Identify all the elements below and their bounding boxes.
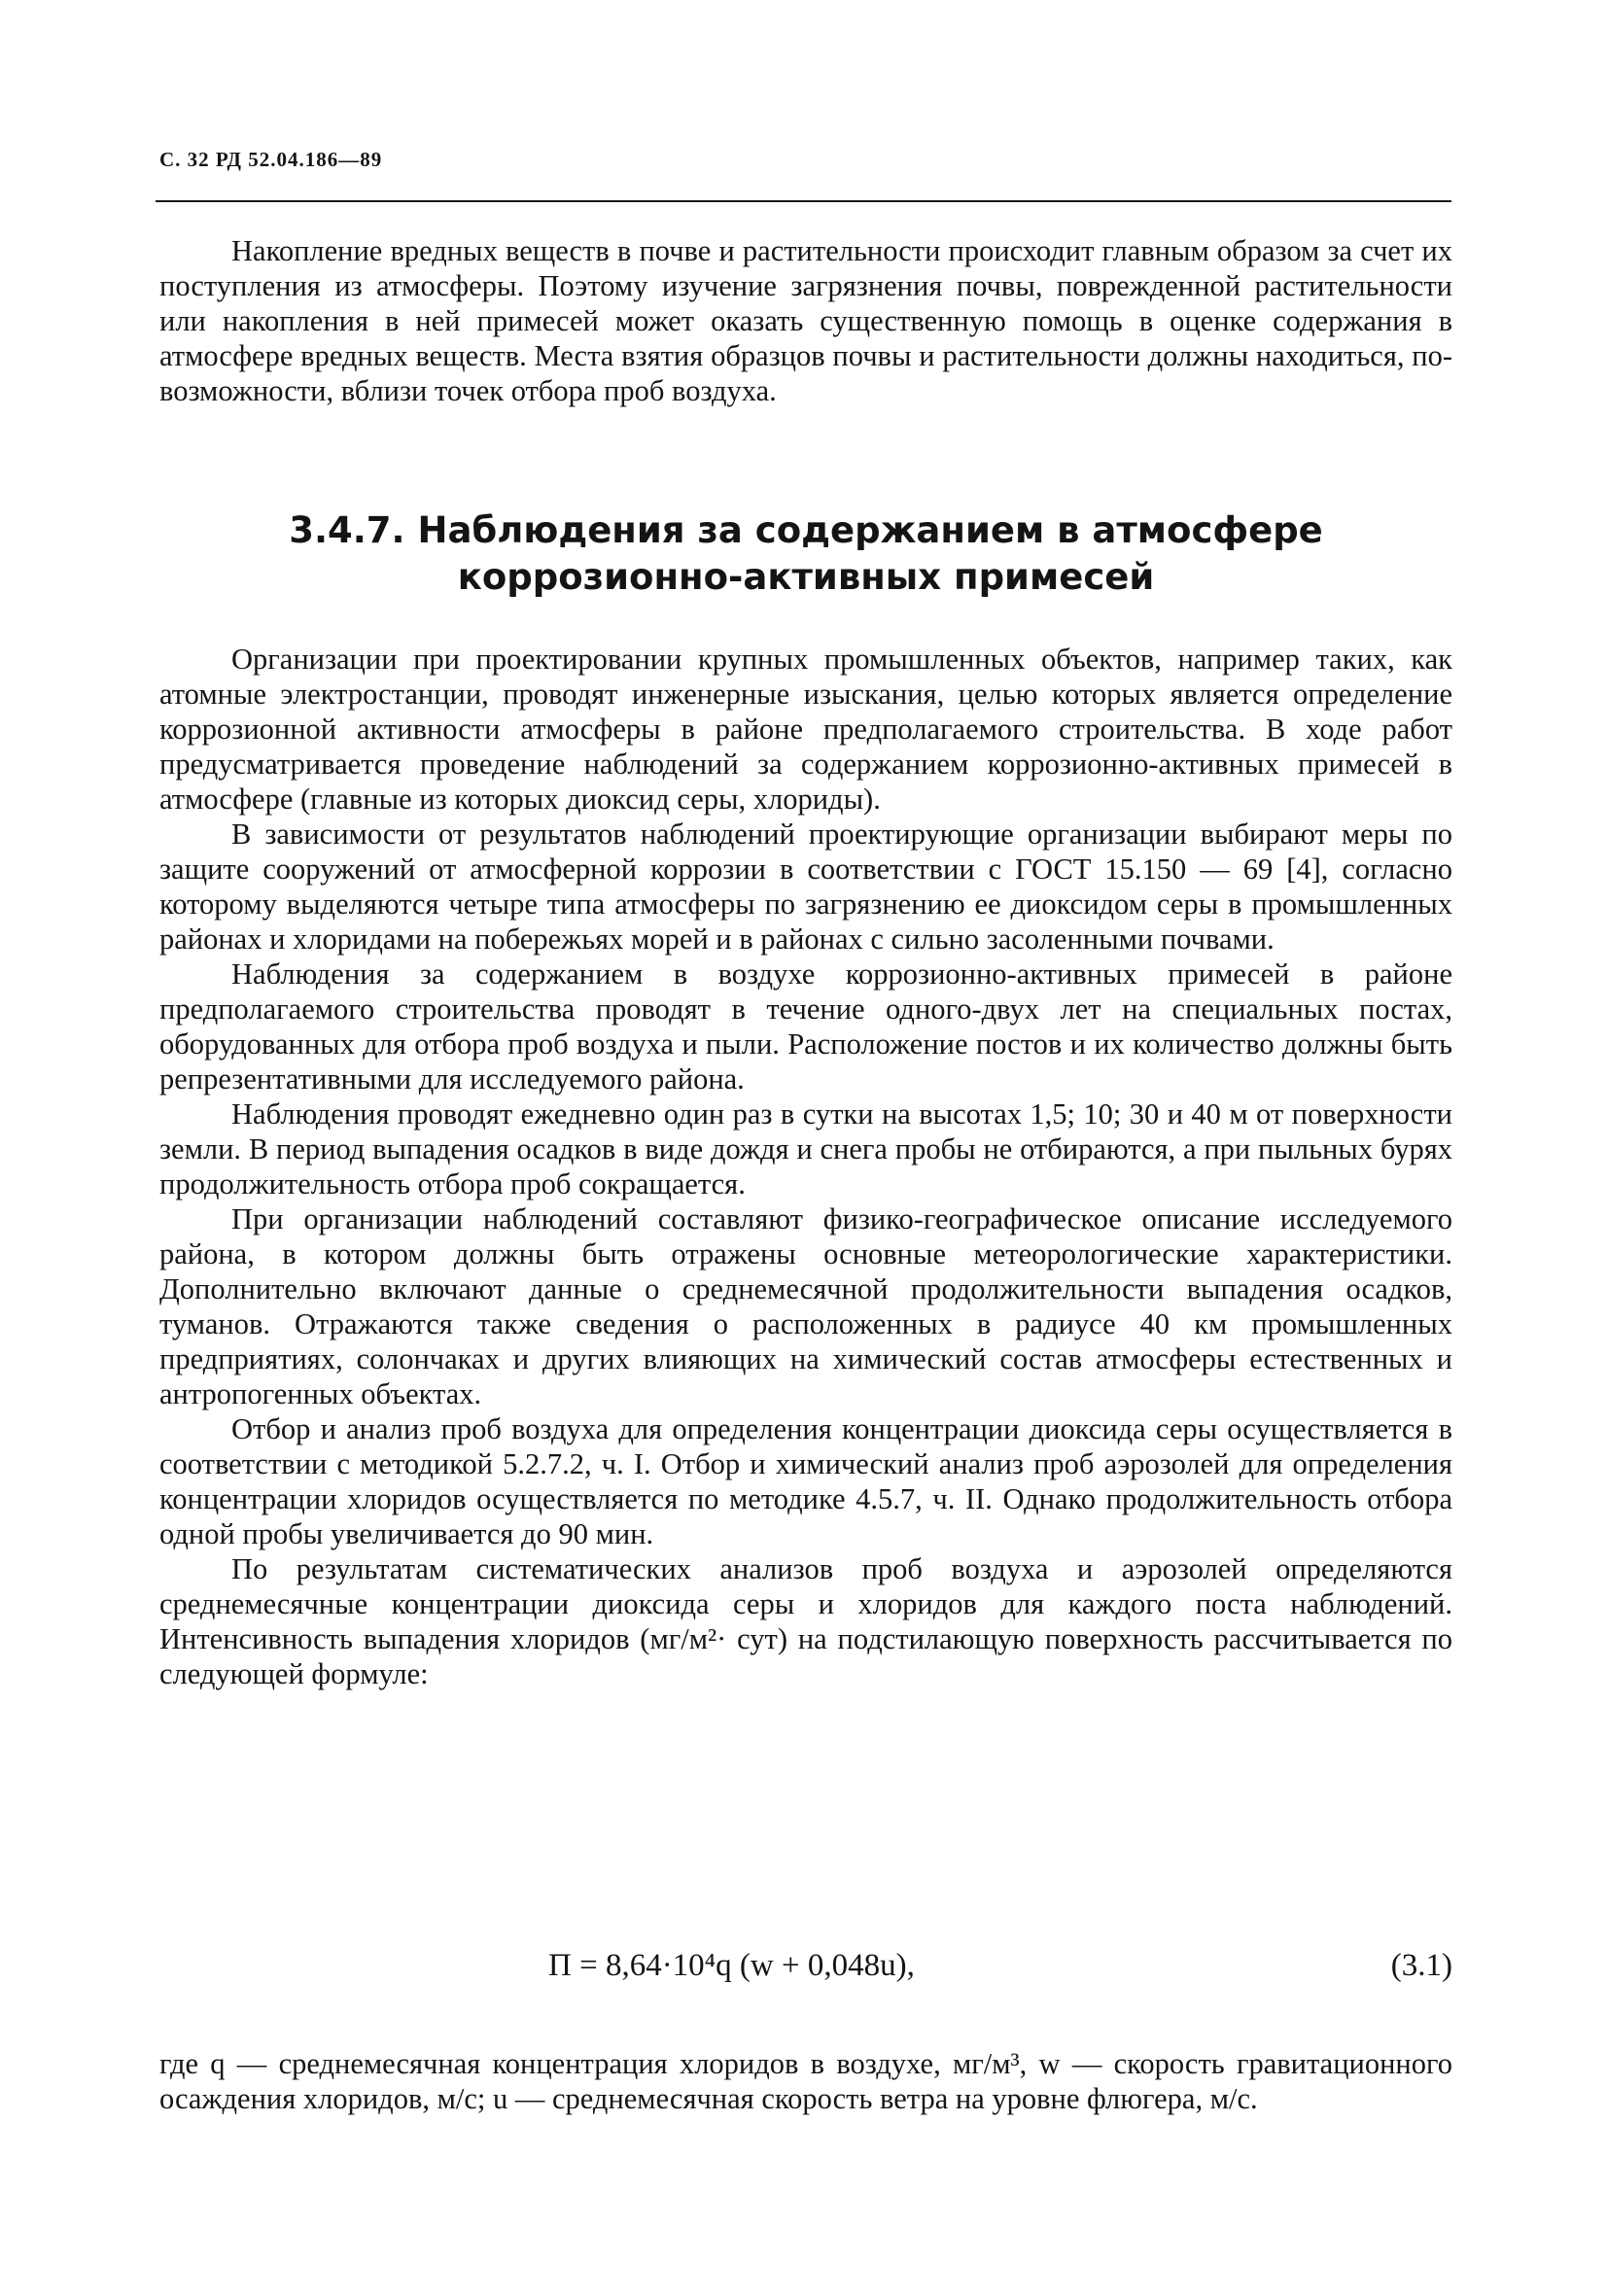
paragraph: В зависимости от результатов наблюдений проектирующие организации выбирают меры по защите сооружений от атмосферной коррозии в соответствии с ГОСТ 15.150 — 69 [4], согласно которому выделяются четыре типа атмосферы по загрязнению ее диоксидом серы в промышленных районах и хлоридами на побережьях морей и в районах с сильно засоленными почвами. [159, 818, 1452, 956]
section-heading [159, 507, 1452, 601]
paragraph: При организации наблюдений составляют физико-географическое описание исследуемого района, в котором должны быть отражены основные метеорологические характеристики. Дополнительно включают данные о среднемесячной продолжительности выпадения осадков, туманов. Отражаются также сведения о расположенных в радиусе 40 км промышленных предприятиях, солончаках и других влияющих на химический состав атмосферы естественных и антропогенных объектах. [159, 1202, 1452, 1410]
paragraph: Накопление вредных веществ в почве и растительности происходит главным образом за счет их поступления из атмосферы. Поэтому изучение загрязнения почвы, поврежденной растительности или накопления в ней примесей может оказать существенную помощь в оценке содержания в атмосфере вредных веществ. Места взятия образцов почвы и растительности должны находиться, по-возможности, вблизи точек отбора проб воздуха. [159, 234, 1452, 407]
formula-legend [159, 2046, 1452, 2116]
paragraph: По результатам систематических анализов проб воздуха и аэрозолей определяются среднемесячные концентрации диоксида серы и хлоридов для каждого поста наблюдений. Интенсивность выпадения хлоридов (мг/м²· сут) на подстилающую поверхность рассчитывается по следующей формуле: [159, 1552, 1452, 1690]
section-body [159, 642, 1452, 1691]
formula-expression: П = 8,64·10⁴q (w + 0,048u), [548, 1948, 915, 1983]
running-header: С. 32 РД 52.04.186—89 [159, 148, 383, 171]
section-heading-line-1: 3.4.7. Наблюдения за содержанием в атмосфере [289, 509, 1323, 551]
formula-number: (3.1) [1390, 1948, 1452, 1983]
paragraph: где q — среднемесячная концентрация хлоридов в воздухе, мг/м³, w — скорость гравитационного осаждения хлоридов, м/с; u — среднемесячная скорость ветра на уровне флюгера, м/с. [159, 2047, 1452, 2115]
paragraph: Наблюдения проводят ежедневно один раз в сутки на высотах 1,5; 10; 30 и 40 м от поверхности земли. В период выпадения осадков в виде дождя и снега пробы не отбираются, а при пыльных бурях продолжительность отбора проб сокращается. [159, 1097, 1452, 1200]
paragraph: Наблюдения за содержанием в воздухе коррозионно-активных примесей в районе предполагаемого строительства проводят в течение одного-двух лет на специальных постах, оборудованных для отбора проб воздуха и пыли. Расположение постов и их количество должны быть репрезентативными для исследуемого района. [159, 957, 1452, 1096]
paragraph: Отбор и анализ проб воздуха для определения концентрации диоксида серы осуществляется в соответствии с методикой 5.2.7.2, ч. I. Отбор и химический анализ проб аэрозолей для определения концентрации хлоридов осуществляется по методике 4.5.7, ч. II. Однако продолжительность отбора одной пробы увеличивается до 90 мин. [159, 1412, 1452, 1550]
paragraph: Организации при проектировании крупных промышленных объектов, например таких, как атомные электростанции, проводят инженерные изыскания, целью которых является определение коррозионной активности атмосферы в районе предполагаемого строительства. В ходе работ предусматривается проведение наблюдений за содержанием коррозионно-активных примесей в атмосфере (главные из которых диоксид серы, хлориды). [159, 643, 1452, 816]
formula-row [159, 1948, 1452, 1995]
header-divider [156, 200, 1451, 202]
intro-paragraph [159, 233, 1452, 408]
section-heading-line-2: коррозионно-активных примесей [457, 556, 1155, 598]
